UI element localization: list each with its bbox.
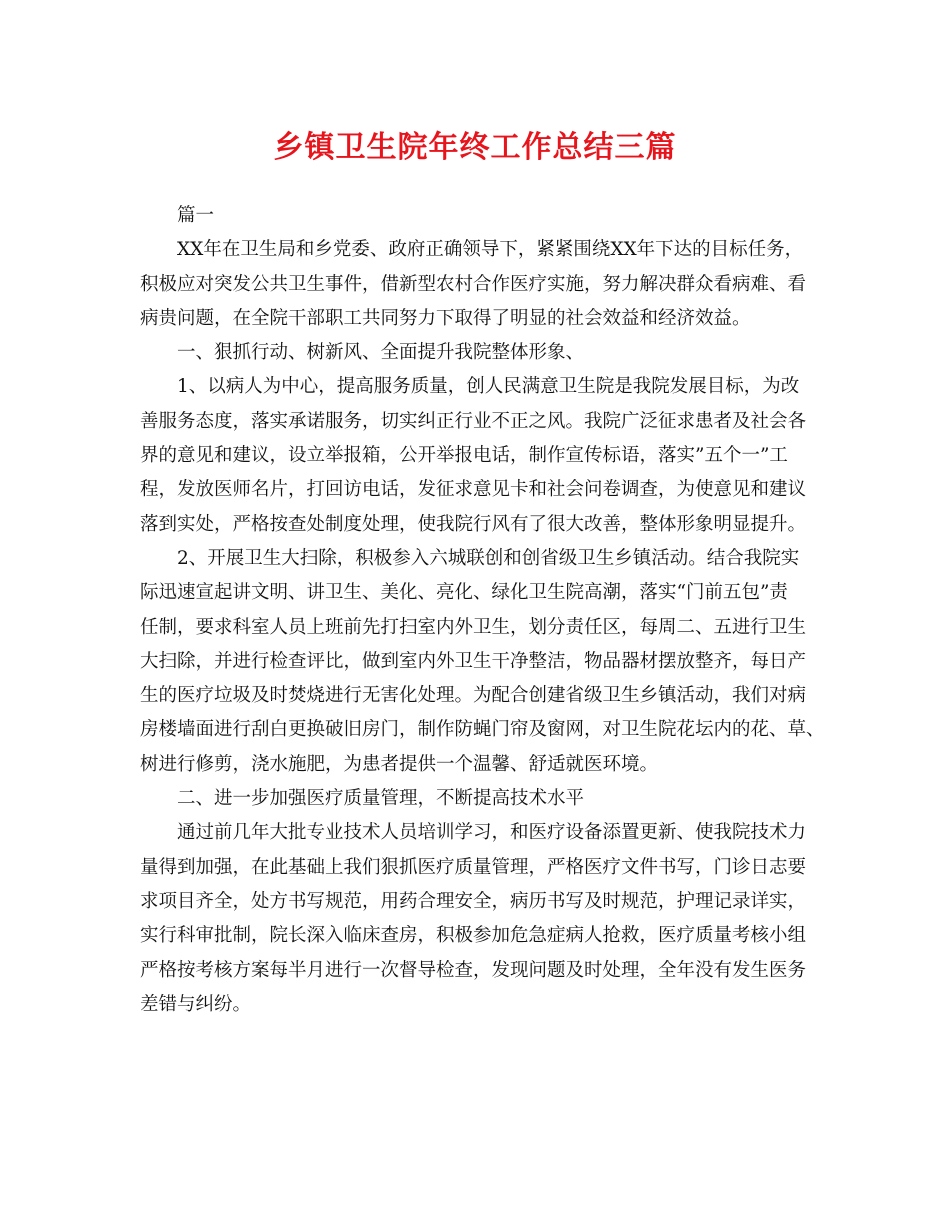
body-line: 生的医疗垃圾及时焚烧进行无害化处理。为配合创建省级卫生乡镇活动，我们对病 (140, 685, 807, 707)
body-line: 落到实处，严格按查处制度处理，使我院行风有了很大改善，整体形象明显提升。 (140, 513, 807, 535)
body-line: 1、以病人为中心，提高服务质量，创人民满意卫生院是我院发展目标，为改 (177, 376, 800, 398)
body-line: 2、开展卫生大扫除，积极参入六城联创和创省级卫生乡镇活动。结合我院实 (177, 547, 800, 569)
body-line: 善服务态度，落实承诺服务，切实纠正行业不正之风。我院广泛征求患者及社会各 (140, 410, 807, 432)
body-line: 篇一 (177, 205, 215, 226)
body-line: 实行科审批制，院长深入临床查房，积极参加危急症病人抢救，医疗质量考核小组 (140, 925, 807, 947)
body-line: 量得到加强，在此基础上我们狠抓医疗质量管理，严格医疗文件书写，门诊日志要 (140, 856, 807, 878)
body-line: 二、进一步加强医疗质量管理，不断提高技术水平 (177, 788, 585, 810)
body-line: 界的意见和建议，设立举报箱，公开举报电话，制作宣传标语，落实”五个一”工 (140, 445, 788, 467)
body-line: 际迅速宣起讲文明、讲卫生、美化、亮化、绿化卫生院高潮，落实“门前五包”责 (140, 582, 788, 604)
body-line: 求项目齐全，处方书写规范，用药合理安全，病历书写及时规范，护理记录详实， (140, 890, 807, 912)
body-line: 通过前几年大批专业技术人员培训学习，和医疗设备添置更新、使我院技术力 (177, 822, 807, 844)
body-line: 严格按考核方案每半月进行一次督导检查，发现问题及时处理，全年没有发生医务 (140, 959, 807, 981)
body-line: 积极应对突发公共卫生事件，借新型农村合作医疗实施，努力解决群众看病难、看 (140, 273, 807, 295)
document-title: 乡镇卫生院年终工作总结三篇 (273, 130, 677, 165)
body-line: 病贵问题，在全院干部职工共同努力下取得了明显的社会效益和经济效益。 (140, 307, 751, 329)
document-body (140, 199, 825, 1022)
body-line: 大扫除，并进行检查评比，做到室内外卫生干净整洁，物品器材摆放整齐，每日产 (140, 650, 807, 672)
body-line: 房楼墙面进行刮白更换破旧房门，制作防蝇门帘及窗网，对卫生院花坛内的花、草、 (140, 719, 825, 741)
body-line: 程，发放医师名片，打回访电话，发征求意见卡和社会问卷调查，为使意见和建议 (140, 479, 807, 501)
body-line: 差错与纠纷。 (140, 993, 252, 1015)
body-line: XX年在卫生局和乡党委、政府正确领导下，紧紧围绕XX年下达的目标任务， (177, 239, 804, 261)
body-line: 一、狠抓行动、树新风、全面提升我院整体形象、 (177, 342, 585, 364)
body-line: 任制，要求科室人员上班前先打扫室内外卫生，划分责任区，每周二、五进行卫生 (140, 616, 807, 638)
body-line: 树进行修剪，浇水施肥，为患者提供一个温馨、舒适就医环境。 (140, 753, 659, 775)
